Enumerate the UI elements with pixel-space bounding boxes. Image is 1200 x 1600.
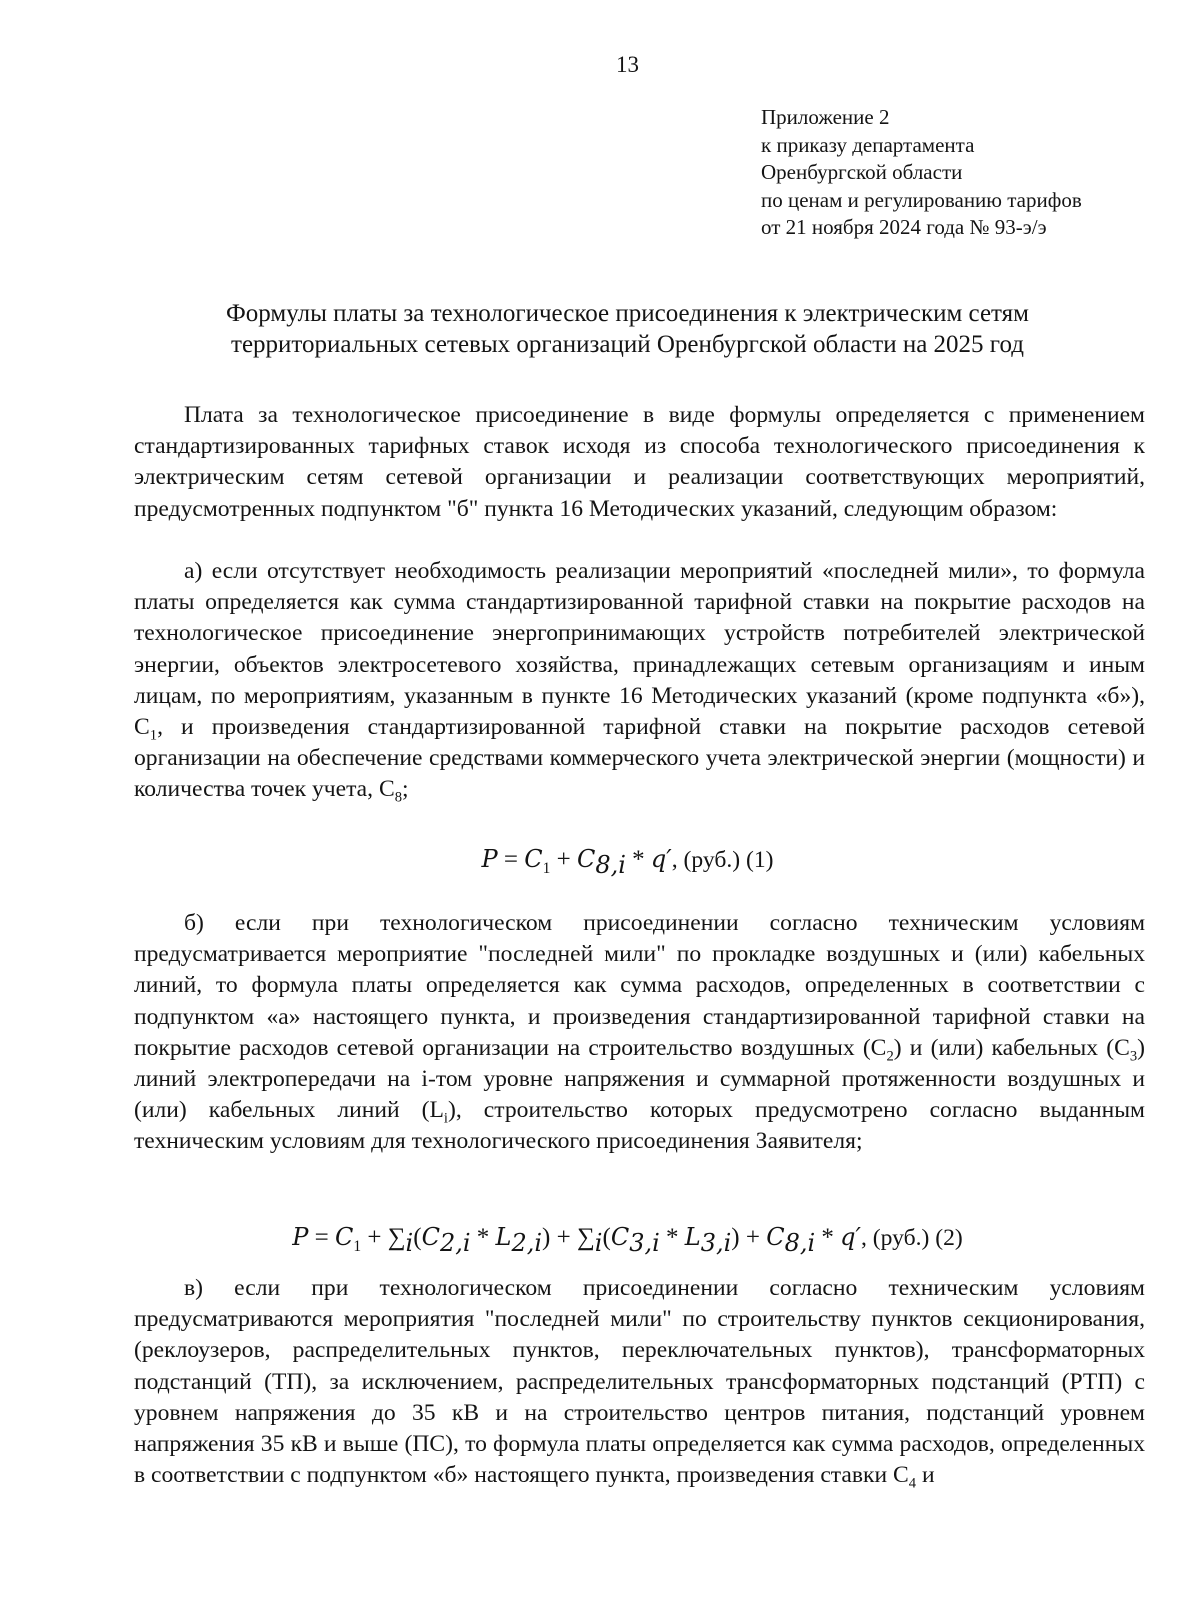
- subscript: i: [443, 1110, 448, 1127]
- intro-paragraph: [134, 400, 1145, 525]
- text: ) линий электропередачи на i-том уровне напряжения и суммарной протяженности воздушных и (или) кабельных линий (L: [134, 1034, 1145, 1124]
- appendix-line: Приложение 2: [761, 105, 890, 129]
- formula-var: C: [334, 1223, 354, 1251]
- subscript: 4: [908, 1475, 917, 1492]
- formula-2: [0, 1223, 1200, 1257]
- title-line: территориальных сетевых организаций Оренбургской области на 2025 год: [231, 331, 1024, 358]
- formula-subscript: i: [405, 1229, 414, 1257]
- formula-op: +: [550, 846, 577, 873]
- formula-op: =: [497, 846, 525, 873]
- formula-op: *: [625, 846, 651, 873]
- formula-op: *: [815, 1224, 841, 1251]
- formula-paren: ): [542, 1224, 551, 1251]
- subscript: 8: [394, 790, 402, 807]
- formula-unit: , (руб.) (2): [860, 1225, 963, 1251]
- text: в) если при технологическом присоединении согласно техническим условиям предусматриваются мероприятия "последней мили" по строительству пунктов секционирования, (реклоузеров, распределительных пунктов, переключательных пунктов), трансформаторных подстанций (ТП), за исключением, распределительных трансформаторных подстанций (РТП) с уровнем напряжения до 35 кВ и на строительство центров питания, подстанций уровнем напряжения 35 кВ и выше (ПС), то формула платы определяется как сумма расходов, определенных в соответствии с подпунктом «б» настоящего пункта, произведения ставки С: [134, 1275, 1145, 1489]
- subscript: 1: [149, 727, 158, 744]
- formula-subscript: 2,i: [511, 1229, 543, 1257]
- appendix-line: к приказу департамента: [761, 132, 975, 157]
- text: ), строительство которых предусмотрено согласно выданным техническим условиям для технологического присоединения Заявителя;: [134, 1097, 1145, 1155]
- subparagraph-b: [134, 908, 1145, 1158]
- text: ) и (или) кабельных (С: [893, 1034, 1130, 1061]
- sum-symbol: ∑: [387, 1224, 406, 1251]
- formula-subscript: i: [594, 1229, 603, 1257]
- formula-op: *: [470, 1224, 496, 1251]
- document-title: [130, 298, 1125, 360]
- text: а) если отсутствует необходимость реализации мероприятий «последней мили», то формула платы определяется как сумма стандартизированной тарифной ставки на покрытие расходов на технологическое присоединение энергопринимающих устройств потребителей электрической энергии, объектов электросетевого хозяйства, принадлежащих сетевым организациям и иным лицам, по мероприятиям, указанным в пункте 16 Методических указаний (кроме подпункта «б»), С: [134, 558, 1145, 741]
- formula-paren: (: [602, 1224, 611, 1251]
- formula-unit: , (руб.) (1): [671, 847, 774, 873]
- appendix-line: от 21 ноября 2024 года № 93-э/э: [761, 215, 1047, 240]
- formula-var: P: [481, 845, 498, 873]
- formula-1: [0, 845, 1200, 879]
- formula-subscript: 1: [353, 1238, 362, 1255]
- appendix-header: [761, 104, 1082, 242]
- subscript: 2: [886, 1048, 894, 1065]
- text: ;: [402, 776, 409, 803]
- formula-op: =: [308, 1224, 335, 1251]
- formula-var: L: [495, 1223, 512, 1251]
- formula-var: q′: [650, 845, 672, 873]
- subparagraph-c: [134, 1273, 1145, 1491]
- formula-var: C: [610, 1223, 630, 1251]
- formula-var: C: [576, 845, 596, 873]
- page-number: 13: [616, 52, 639, 77]
- formula-var: q′: [840, 1223, 861, 1251]
- intro-text: Плата за технологическое присоединение в виде формулы определяется с применением стандартизированных тарифных ставок исходя из способа технологического присоединения к электрическим сетям сетевой организации и реализации соответствующих мероприятий, предусмотренных подпунктом "б" пункта 16 Методических указаний, следующим образом:: [134, 402, 1145, 522]
- sum-symbol: ∑: [576, 1224, 595, 1251]
- subscript: 3: [1129, 1048, 1138, 1065]
- formula-var: P: [292, 1223, 309, 1251]
- text: и: [916, 1462, 935, 1489]
- title-line: Формулы платы за технологическое присоединения к электрическим сетям: [226, 300, 1029, 327]
- appendix-line: по ценам и регулированию тарифов: [761, 187, 1082, 212]
- formula-subscript: 3,i: [700, 1229, 732, 1257]
- formula-var: C: [421, 1223, 440, 1251]
- formula-paren: (: [413, 1224, 422, 1251]
- formula-var: L: [684, 1223, 701, 1251]
- formula-op: +: [739, 1224, 767, 1251]
- formula-op: +: [550, 1224, 577, 1251]
- text: б) если при технологическом присоединении согласно техническим условиям предусматривается мероприятие "последней мили" по прокладке воздушных и (или) кабельных линий, то формула платы определяется как сумма расходов, определенных в соответствии с подпунктом «а» настоящего пункта, и произведения стандартизированной тарифной ставки на покрытие расходов сетевой организации на строительство воздушных (С: [134, 910, 1145, 1061]
- subparagraph-a: [134, 556, 1145, 806]
- formula-subscript: 8,i: [784, 1229, 816, 1257]
- formula-var: C: [524, 845, 543, 873]
- formula-subscript: 3,i: [629, 1229, 660, 1257]
- formula-op: +: [361, 1224, 388, 1251]
- formula-var: C: [766, 1223, 785, 1251]
- formula-subscript: 1: [542, 860, 551, 877]
- formula-op: *: [659, 1224, 685, 1251]
- text: , и произведения стандартизированной тарифной ставки на покрытие расходов сетевой организации на обеспечение средствами коммерческого учета электрической энергии (мощности) и количества точек учета, С: [134, 714, 1145, 803]
- formula-paren: ): [731, 1224, 740, 1251]
- formula-subscript: 2,i: [439, 1229, 471, 1257]
- appendix-line: Оренбургской области: [761, 160, 963, 185]
- formula-subscript: 8,i: [595, 851, 626, 879]
